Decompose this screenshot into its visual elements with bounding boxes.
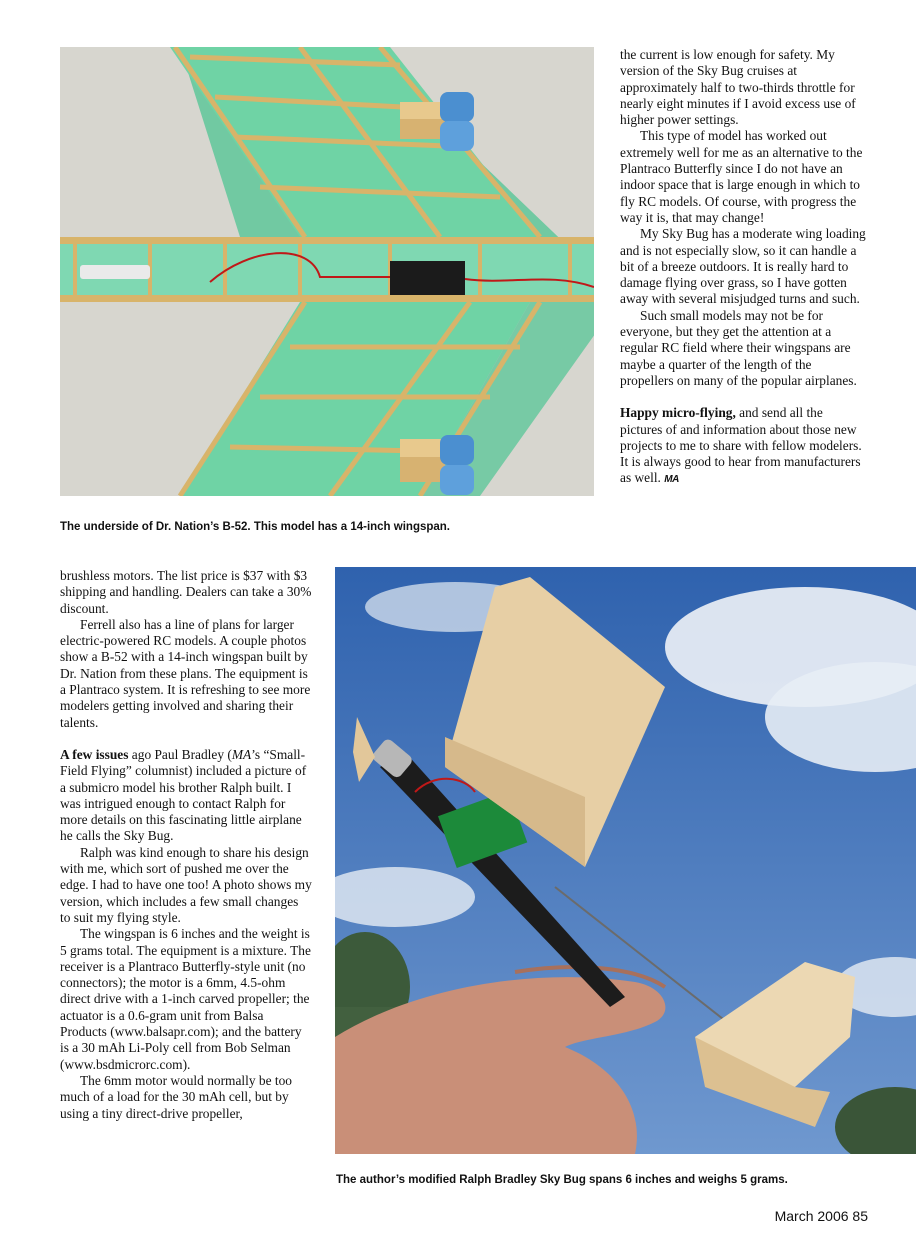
left-paragraph-3-a: ago Paul Bradley ( [128,746,232,762]
a-few-issues-lead: A few issues [60,746,129,762]
sky-bug-caption: The author’s modified Ralph Bradley Sky Bug spans 6 inches and weighs 5 grams. [336,1174,788,1186]
ma-italic: MA [231,746,252,762]
right-paragraph-2: This type of model has worked out extremely well for me as an alternative to the Plantraco Butterfly since I do not have an indoor space that is large enough in which to fly RC models. Of course, with progress the way it is, that may change! [620,128,863,225]
left-paragraph-6: The 6mm motor would normally be too much of a load for the 30 mAh cell, but by using a tiny direct-drive propeller, [60,1072,292,1121]
page-folio: March 2006 85 [774,1208,868,1224]
right-paragraph-5-text: and send all the pictures of and information about those new projects to me to share with fellow modelers. It is always good to hear from manufacturers as well. [620,405,862,486]
left-paragraph-5: The wingspan is 6 inches and the weight is 5 grams total. The equipment is a mixture. The receiver is a Plantraco Butterfly-style unit (no connectors); the motor is a 6mm, 4.5-ohm direct drive with a 1-inch carved propeller; the actuator is a 0.6-gram unit from Balsa Products (www.balsapr.com); and the battery is a 30 mAh Li-Poly cell from Bob Selman (www.bsdmicrorc.com). [60,926,311,1072]
left-paragraph-1: brushless motors. The list price is $37 with $3 shipping and handling. Dealers can take a 30% discount. [60,568,312,616]
left-paragraph-4: Ralph was kind enough to share his design with me, which sort of pushed me over the edge. I had to have one too! A photo shows my version, which includes a few small changes to suit my flying style. [60,844,312,925]
end-mark: MA [664,474,679,486]
right-paragraph-4: Such small models may not be for everyone, but they get the attention at a regular RC field where their wingspans are maybe a quarter of the length of the propellers on many of the popular airplanes. [620,307,857,388]
right-paragraph-1: the current is low enough for safety. My version of the Sky Bug cruises at approximately half to two-thirds throttle for nearly eight minutes if I avoid excess use of higher power settings. [620,47,856,128]
right-paragraph-5 [620,405,868,488]
left-paragraph-2: Ferrell also has a line of plans for larger electric-powered RC models. A couple photos show a B-52 with a 14-inch wingspan built by Dr. Nation from these plans. The equipment is a Plantraco system. It is refreshing to see more modelers getting involved and sharing their talents. [60,616,311,730]
left-paragraph-3-b: ’s “Small-Field Flying” columnist) included a picture of a submicro model his brother Ralph built. I was intrigued enough to contact Ralph for more details on this fascinating little airplane he calls the Sky Bug. [60,746,307,844]
b52-caption: The underside of Dr. Nation’s B-52. This model has a 14-inch wingspan. [60,521,451,533]
sky-bug-photo [335,567,916,1154]
right-paragraph-3: My Sky Bug has a moderate wing loading and is not especially slow, so it can handle a bit of a breeze outdoors. It is really hard to damage flying over grass, so I have gotten away with several misjudged turns and such. [620,226,866,307]
happy-micro-flying-lead: Happy micro-flying, [620,405,736,421]
left-text-column [60,568,312,1122]
b52-photo [60,47,594,496]
left-paragraph-3 [60,747,312,845]
right-text-column [620,47,868,489]
